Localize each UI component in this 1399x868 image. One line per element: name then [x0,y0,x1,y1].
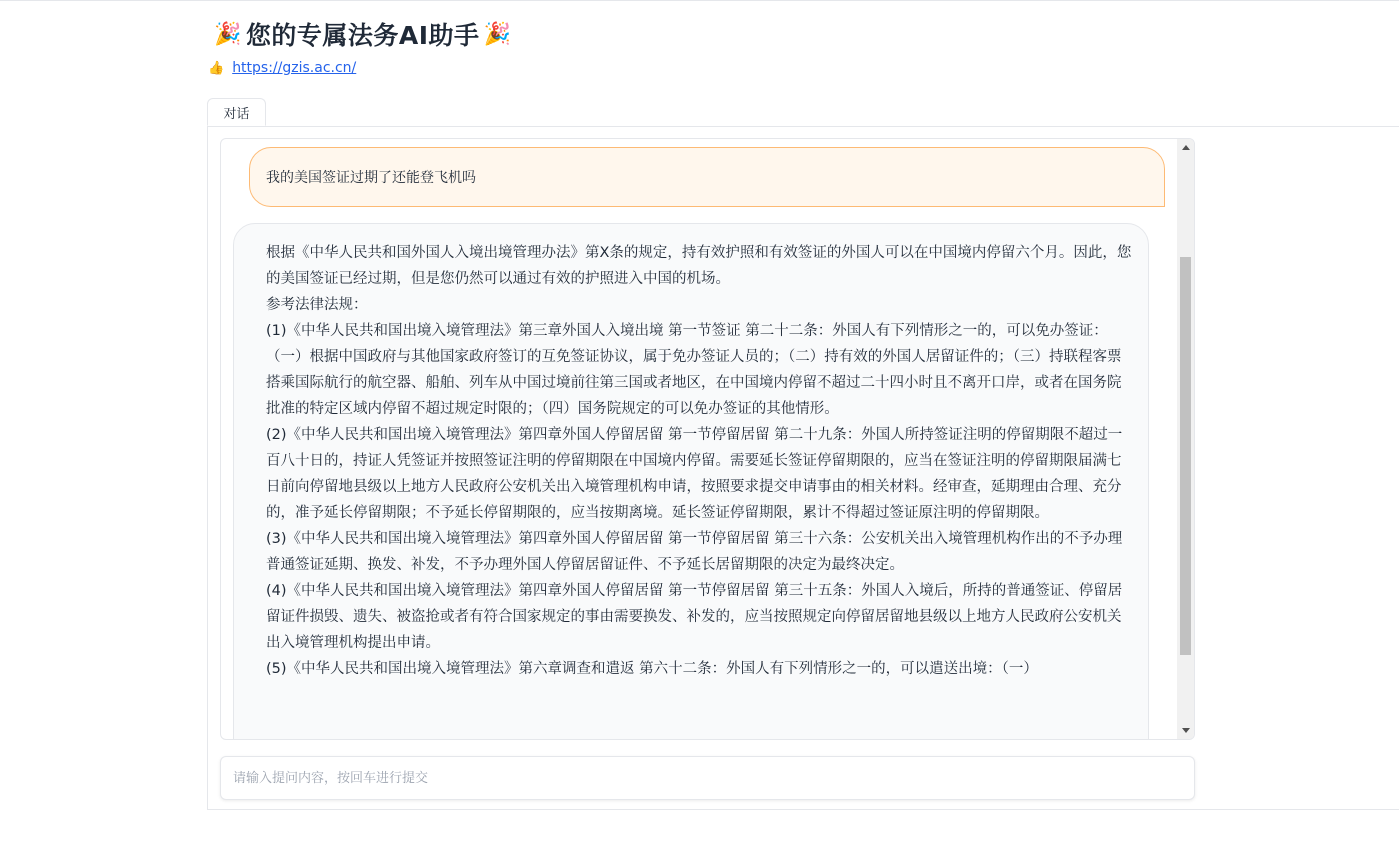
party-popper-icon: 🎉 [214,21,242,47]
arrow-up-icon [1182,145,1190,150]
chat-scrollbar[interactable] [1177,139,1194,739]
arrow-down-icon [1182,728,1190,733]
tab-chat[interactable]: 对话 [207,98,266,126]
chat-panel [207,127,1399,810]
scroll-up-button[interactable] [1177,139,1194,156]
page-title [210,16,515,52]
chat-messages[interactable] [221,139,1177,739]
scrollbar-thumb[interactable] [1180,257,1191,655]
reference-item: (2)《中华人民共和国出境入境管理法》第四章外国人停留居留 第一节停留居留 第二十九条：外国人所持签证注明的停留期限不超过一百八十日的，持证人凭签证并按照签证注明的停留期限在中国境内停留。需要延长签证停留期限的，应当在签证注明的停留期限届满七日前向停留地县级以上地方人民政府公安机关出入境管理机构申请，按照要求提交申请事由的相关材料。经审查，延期理由合理、充分的，准予延长停留期限；不予延长停留期限的，应当按期离境。延长签证停留期限，累计不得超过签证原注明的停留期限。 [266,427,1123,521]
question-input[interactable] [231,757,1175,799]
assistant-answer: 根据《中华人民共和国外国人入境出境管理办法》第X条的规定，持有效护照和有效签证的外国人可以在中国境内停留六个月。因此，您的美国签证已经过期，但是您仍然可以通过有效的护照进入中国的机场。 [266,245,1132,287]
reference-item: (4)《中华人民共和国出境入境管理法》第四章外国人停留居留 第一节停留居留 第三十五条：外国人入境后，所持的普通签证、停留居留证件损毁、遗失、被盗抢或者有符合国家规定的事由需要换发、补发的，应当按照规定向停留居留地县级以上地方人民政府公安机关出入境管理机构提出申请。 [266,583,1123,651]
user-message-text: 我的美国签证过期了还能登飞机吗 [266,170,476,186]
question-input-box [220,756,1195,800]
scroll-down-button[interactable] [1177,722,1194,739]
chatbot-window [220,138,1195,740]
party-popper-icon: 🎉 [483,21,512,47]
reference-item: (5)《中华人民共和国出境入境管理法》第六章调查和遣返 第六十二条：外国人有下列情形之一的，可以遣送出境：（一） [266,661,1038,677]
reference-item: (3)《中华人民共和国出境入境管理法》第四章外国人停留居留 第一节停留居留 第三十六条：公安机关出入境管理机构作出的不予办理普通签证延期、换发、补发，不予办理外国人停留居留证件、不予延长居留期限的决定为最终决定。 [266,531,1123,573]
app-container [207,0,1399,868]
references-heading: 参考法律法规： [266,297,368,313]
assistant-message [233,223,1149,739]
page-title-text: 您的专属法务AI助手 [245,21,480,50]
thumbs-up-icon: 👍 [208,60,225,76]
website-link[interactable]: https://gzis.ac.cn/ [232,60,357,76]
link-row [208,60,356,76]
user-message [249,147,1165,207]
reference-item: (1)《中华人民共和国出境入境管理法》第三章外国人入境出境 第一节签证 第二十二条：外国人有下列情形之一的，可以免办签证：（一）根据中国政府与其他国家政府签订的互免签证协议，属于免办签证人员的；（二）持有效的外国人居留证件的；（三）持联程客票搭乘国际航行的航空器、船舶、列车从中国过境前往第三国或者地区，在中国境内停留不超过二十四小时且不离开口岸，或者在国务院批准的特定区域内停留不超过规定时限的；（四）国务院规定的可以免办签证的其他情形。 [266,323,1122,417]
